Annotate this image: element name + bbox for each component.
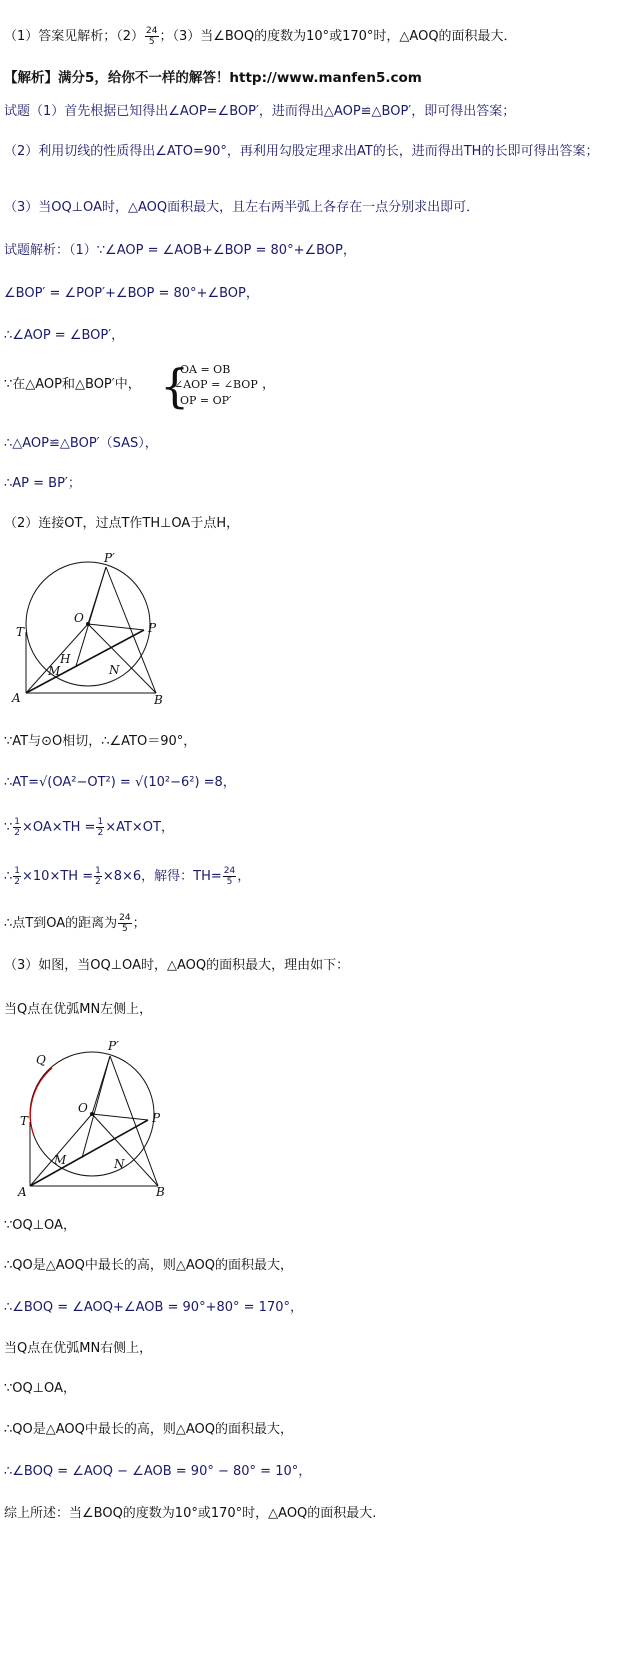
figure2-label-t: T	[20, 1114, 29, 1128]
figure1-label-o: O	[74, 611, 84, 625]
solution-line-16: ∴QO是△AOQ中最长的高，则△AOQ的面积最大，	[4, 1258, 293, 1273]
figure-2	[6, 1034, 176, 1196]
left-brace: {	[160, 359, 190, 413]
figure1-label-p: P	[148, 621, 157, 635]
idea-line-1: 试题（1）首先根据已知得出∠AOP=∠BOP′，进而得出△AOP≌△BOP′，即可得出答案；	[4, 104, 516, 119]
system-row-2: ∠AOP = ∠BOP	[174, 378, 258, 391]
figure2-label-m: M	[54, 1153, 67, 1167]
figure2-label-p: P	[152, 1111, 161, 1125]
answer-fraction: $\frac{24}{5}$	[146, 26, 158, 47]
solution-line-9: ∴AT=√(OA²−OT²) = √(10²−6²) =8，	[4, 775, 236, 790]
figure1-label-n: N	[109, 663, 120, 677]
system-row-3: OP = OP′	[180, 394, 232, 407]
solution-line-5: ∴△AOP≌△BOP′（SAS），	[4, 436, 158, 451]
solution-line-12: ∴点T到OA的距离为 $\frac{24}{5}$ ；	[4, 913, 146, 934]
figure1-label-h: H	[60, 652, 71, 666]
solution-line-22: 综上所述：当∠BOQ的度数为10°或170°时，△AOQ的面积最大.	[4, 1506, 377, 1521]
solution-line-18: 当Q点在优弧MN右侧上，	[4, 1341, 153, 1356]
th-fraction: $\frac{24}{5}$	[223, 866, 236, 887]
figure1-label-m: M	[48, 664, 61, 678]
solution-line-14: 当Q点在优弧MN左侧上，	[4, 1002, 153, 1017]
figure2-label-o: O	[78, 1101, 88, 1115]
answer-text-2: ；（3）当∠BOQ的度数为10°或170°时，△AOQ的面积最大．	[159, 29, 517, 44]
half-fraction: $\frac{1}{2}$	[95, 866, 101, 887]
solution-line-7: （2）连接OT，过点T作TH⊥OA于点H，	[4, 516, 240, 531]
idea-line-2: （2）利用切线的性质得出∠ATO=90°，再利用勾股定理求出AT的长，进而得出TH的长即可得出答案；	[4, 144, 599, 159]
figure2-label-q: Q	[36, 1053, 46, 1067]
solution-line-21: ∴∠BOQ = ∠AOQ − ∠AOB = 90° − 80° = 10°，	[4, 1464, 312, 1479]
figure-1	[6, 548, 176, 710]
solution-line-17: ∴∠BOQ = ∠AOQ+∠AOB = 90°+80° = 170°，	[4, 1300, 303, 1315]
figure1-label-t: T	[16, 625, 25, 639]
system-row-1: OA = OB	[180, 363, 231, 376]
answer-text-1: （1）答案见解析；（2）	[4, 29, 145, 44]
solution-line-15: ∵OQ⊥OA，	[4, 1218, 76, 1233]
figure2-label-b: B	[156, 1185, 165, 1196]
solution-line-20: ∴QO是△AOQ中最长的高，则△AOQ的面积最大，	[4, 1422, 293, 1437]
solution-line-19: ∵OQ⊥OA，	[4, 1381, 76, 1396]
solution-line-4-prefix: ∵在△AOP和△BOP′中，	[4, 377, 141, 392]
figure2-label-p-prime: P′	[108, 1039, 119, 1053]
figure1-label-b: B	[154, 693, 163, 707]
figure2-label-n: N	[114, 1157, 125, 1171]
solution-line-6: ∴AP = BP′；	[4, 476, 81, 491]
figure2-label-a: A	[18, 1185, 27, 1196]
half-fraction: $\frac{1}{2}$	[97, 817, 104, 838]
figure1-label-a: A	[12, 691, 21, 705]
half-fraction: $\frac{1}{2}$	[14, 866, 21, 887]
solution-line-4-suffix: ，	[262, 377, 276, 392]
idea-line-3: （3）当OQ⊥OA时，△AOQ面积最大，且左右两半弧上各存在一点分别求出即可．	[4, 200, 480, 215]
solution-line-10: ∵ $\frac{1}{2}$ ×OA×TH = $\frac{1}{2}$ ×AT×OT，	[4, 817, 174, 838]
solution-line-8: ∵AT与⊙O相切，∴∠ATO＝90°，	[4, 734, 197, 749]
solution-line-1: 试题解析：（1）∵∠AOP = ∠AOB+∠BOP = 80°+∠BOP，	[4, 243, 356, 258]
figure1-label-p-prime: P′	[104, 551, 115, 565]
half-fraction: $\frac{1}{2}$	[14, 817, 21, 838]
solution-line-2: ∠BOP′ = ∠POP′+∠BOP = 80°+∠BOP，	[4, 286, 259, 301]
answer-line	[4, 26, 517, 47]
analysis-header: 【解析】满分5，给你不一样的解答！http://www.manfen5.com	[4, 70, 422, 86]
solution-line-11: ∴ $\frac{1}{2}$ ×10×TH = $\frac{1}{2}$ ×8×6，解得：TH= $\frac{24}{5}$ ，	[4, 866, 251, 887]
th-fraction: $\frac{24}{5}$	[119, 913, 131, 934]
solution-line-13: （3）如图，当OQ⊥OA时，△AOQ的面积最大，理由如下：	[4, 958, 350, 973]
solution-line-3: ∴∠AOP = ∠BOP′，	[4, 328, 125, 343]
